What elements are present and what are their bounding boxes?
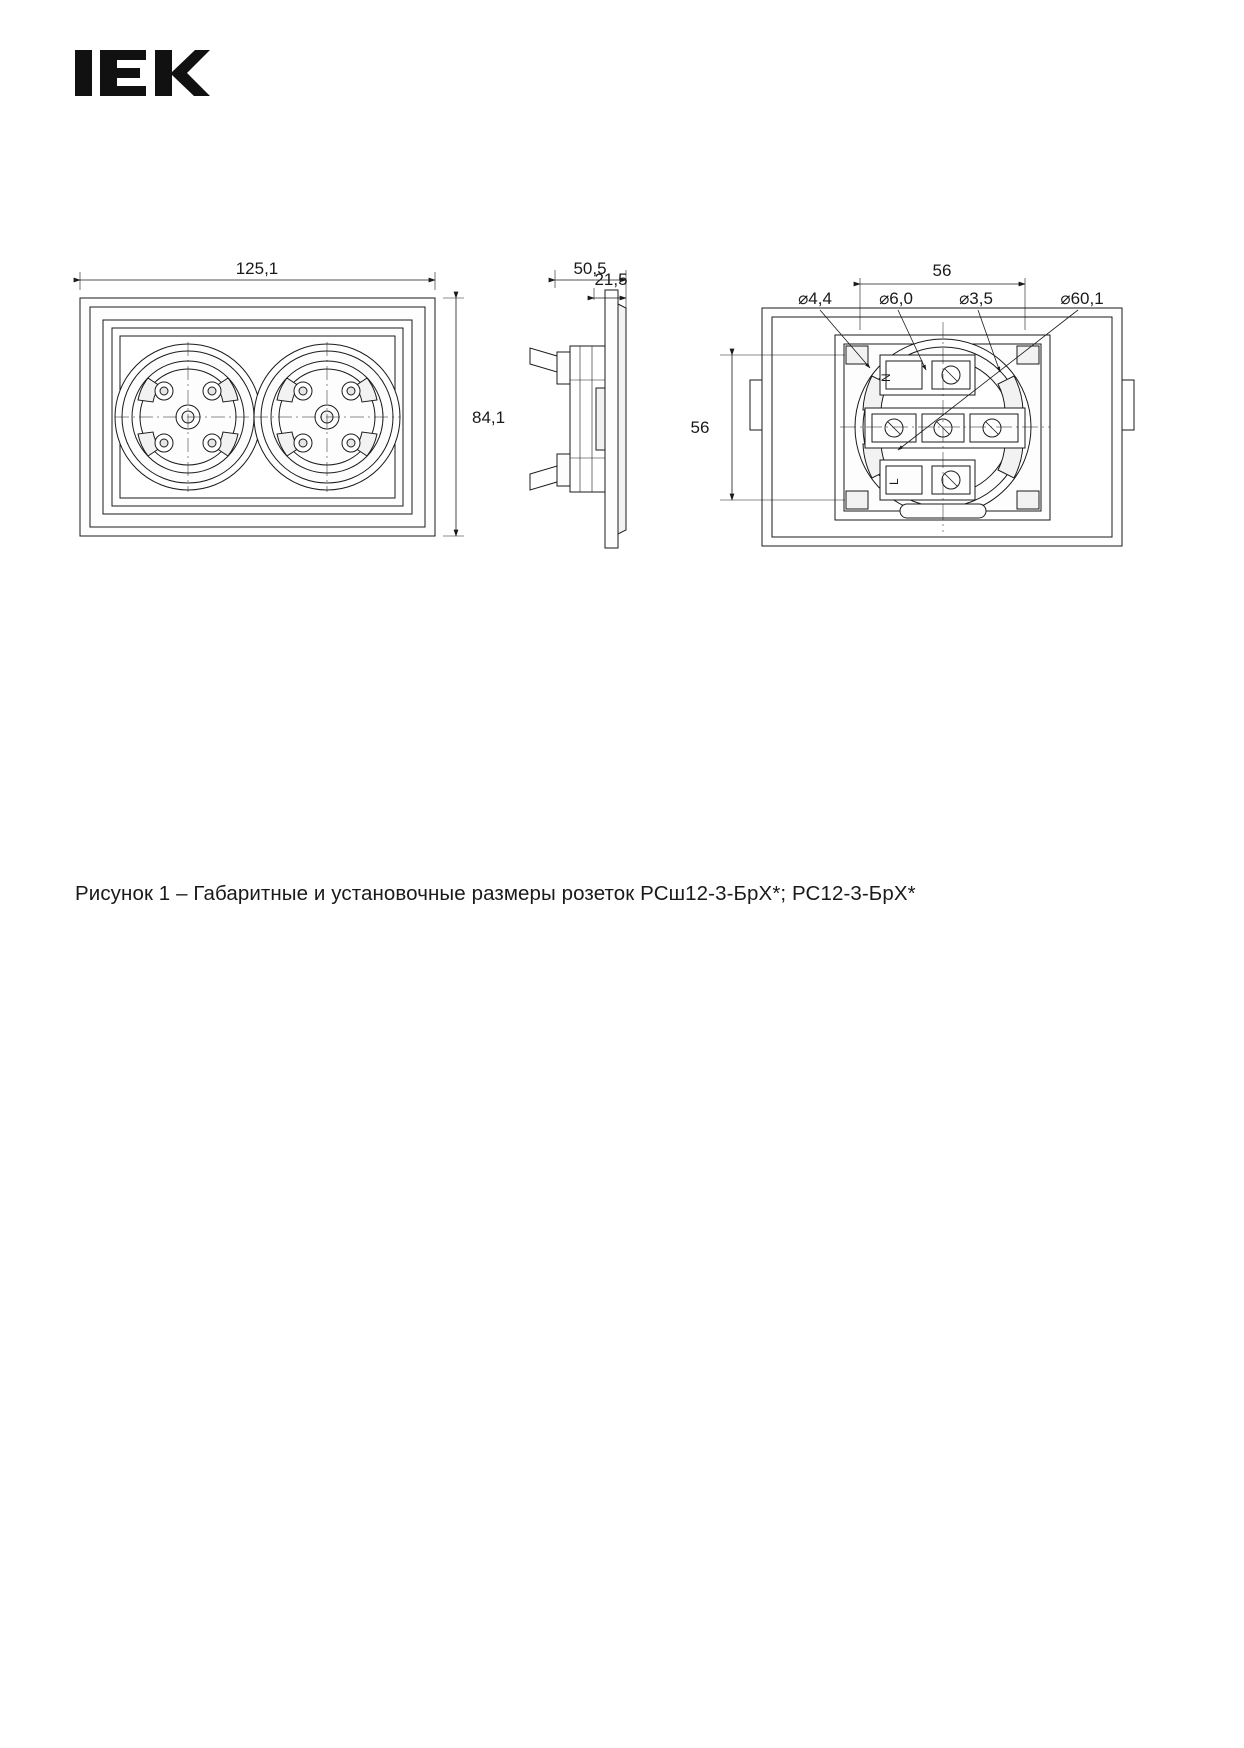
dim-front-height: 84,1 [472,408,506,427]
iek-logo [75,42,210,104]
dim-side-total: 50,5 [573,260,607,278]
dim-hole-60: ⌀6,0 [879,289,913,308]
terminal-mark-l: L [887,478,901,485]
front-view [80,272,464,536]
dim-front-width: 125,1 [235,260,279,278]
back-view [720,278,1134,546]
side-view [530,270,626,548]
dim-hole-601: ⌀60,1 [1060,289,1104,308]
dim-back-width: 56 [932,261,952,280]
dim-hole-44: ⌀4,4 [798,289,832,308]
figure-caption: Рисунок 1 – Габаритные и установочные размеры розеток РСш12-3-БрХ*; РС12-3-БрХ* [75,882,916,905]
dim-back-height: 56 [690,418,710,437]
dim-hole-35: ⌀3,5 [959,289,993,308]
terminal-mark-n: N [879,373,893,382]
dim-side-body: 21,5 [594,270,628,289]
technical-drawing [60,260,1180,590]
